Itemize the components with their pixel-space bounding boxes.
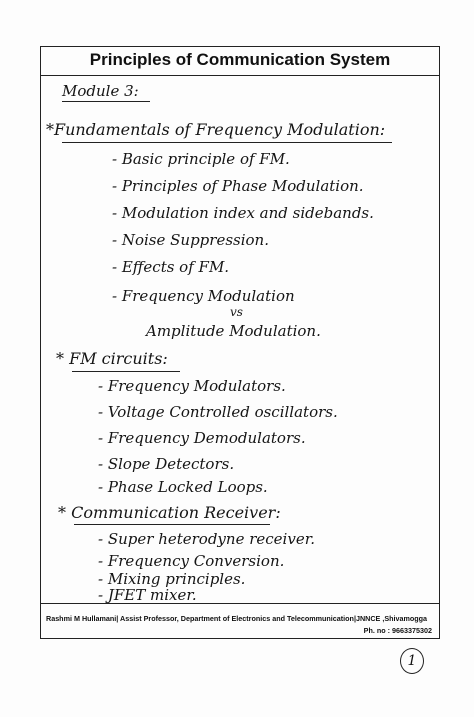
footer-phone-line: Ph. no : 9663375302: [363, 626, 432, 635]
section-underline: [62, 142, 392, 143]
list-item: - Voltage Controlled oscillators.: [98, 403, 338, 421]
list-item: - Modulation index and sidebands.: [112, 204, 374, 222]
section-underline: [72, 371, 180, 372]
list-item: - Slope Detectors.: [98, 455, 235, 473]
list-item-vs: vs: [230, 305, 243, 319]
list-item: - Super heterodyne receiver.: [98, 530, 315, 548]
title-divider: [40, 75, 440, 76]
section-heading-fm-circuits: * FM circuits:: [56, 349, 168, 368]
module-underline: [62, 101, 150, 102]
footer-divider: [40, 603, 440, 604]
section-heading-fm-fundamentals: *Fundamentals of Frequency Modulation:: [46, 120, 386, 139]
document-title: Principles of Communication System: [89, 50, 391, 69]
footer-author-line: Rashmi M Hullamani| Assist Professor, Department of Electronics and Telecommunication|JNNCE ,Shivamogga: [46, 614, 428, 623]
list-item: - Phase Locked Loops.: [98, 478, 268, 496]
list-item: - Principles of Phase Modulation.: [112, 177, 364, 195]
list-item: - Frequency Conversion.: [98, 552, 285, 570]
list-item: - Effects of FM.: [112, 258, 230, 276]
module-heading: Module 3:: [62, 82, 139, 100]
list-item: - Frequency Demodulators.: [98, 429, 306, 447]
page-number: 1: [400, 648, 424, 674]
list-item: Amplitude Modulation.: [146, 322, 321, 340]
section-heading-communication-receiver: * Communication Receiver:: [58, 503, 281, 522]
section-underline: [74, 524, 270, 525]
list-item: - Frequency Modulators.: [98, 377, 286, 395]
list-item: - Frequency Modulation: [112, 287, 295, 305]
list-item: - Mixing principles.: [98, 570, 246, 588]
list-item: - Basic principle of FM.: [112, 150, 290, 168]
list-item: - Noise Suppression.: [112, 231, 269, 249]
list-item: - JFET mixer.: [98, 586, 197, 604]
